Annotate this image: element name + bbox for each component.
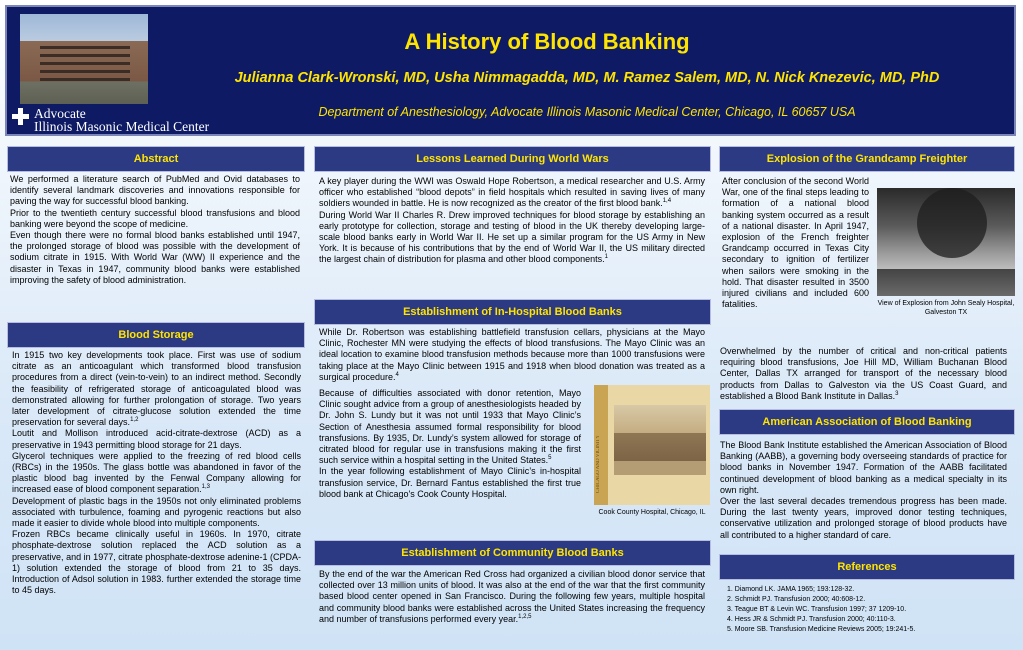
reference-item: 2. Schmidt PJ. Transfusion 2000; 40:608-12. — [727, 596, 866, 603]
blood-storage-paragraph: In 1915 two key developments took place. First was use of sodium citrate as an anticoagulant which transformed blood transfusion procedures from a direct (vein-to-vein) to an indirect method. Secondly the feasibility of refrigerated storage of anticoagulated blood was demonstrated allowing for further prolongation of storage. Two years later development of citrate-glucose solution extended the time preservation for several days.$^{1,2}$ — [12, 350, 301, 428]
logo-line-1: Advocate — [34, 106, 86, 121]
abstract-header: Abstract — [7, 146, 305, 172]
poster-banner — [5, 5, 1016, 136]
blood-storage-paragraph: Loutit and Mollison introduced acid-citrate-dextrose (ACD) as a preservative in 1943 permitting blood storage for 21 days. — [12, 428, 301, 450]
blood-storage-paragraph: Development of plastic bags in the 1950s not only eliminated problems associated with turbulence, foaming and pyrogenic reactions but also made it easier to divide whole blood into multiple components. — [12, 495, 301, 529]
smoke-cloud — [917, 188, 987, 258]
blood-storage-body — [12, 350, 301, 596]
reference-item: 1. Diamond LK. JAMA 1965; 193:128-32. — [727, 586, 855, 593]
aabb-header: American Association of Blood Banking — [719, 409, 1015, 435]
cross-icon — [12, 108, 29, 125]
blood-storage-header: Blood Storage — [7, 322, 305, 348]
aabb-paragraph: Over the last several decades tremendous progress has been made. During the last twenty years, improved donor testing techniques, conservative utilization and prolonged storage of blood products have all contributed to a higher standard of care. — [720, 496, 1007, 540]
reference-item: 3. Teague BT & Levin WC. Transfusion 1997; 37 1209-10. — [727, 606, 907, 613]
explosion-body-2 — [720, 346, 1007, 402]
in-hospital-header: Establishment of In-Hospital Blood Banks — [314, 299, 711, 325]
abstract-paragraph: We performed a literature search of PubMed and Ovid databases to identify several landmark discoveries and innovations responsible for paving the way for successful blood banking. — [10, 174, 300, 207]
lessons-paragraph: During World War II Charles R. Drew improved techniques for blood storage by establishing an early prototype for collection, storage and testing of blood in the UK thereby developing large-scale blood banks early in World War II. He set up a similar program for the US Army in New York. It is because of his contributions that by the end of World War II, the US military directed the largest chain of distribution for plasma and other blood components.$^1$ — [319, 209, 705, 265]
poster-title: A History of Blood Banking — [404, 29, 690, 54]
explosion-header: Explosion of the Grandcamp Freighter — [719, 146, 1015, 172]
lessons-paragraph: A key player during the WWI was Oswald Hope Robertson, a medical researcher and U.S. Army officer who established “blood depots” in field hospitals which resulted in saving lives of many soldiers wounded in battle. He is now recognized as the creator of the first blood bank.$^{1,4}$ — [319, 176, 705, 209]
abstract-paragraph: Prior to the twentieth century successful blood transfusions and blood banking were beyond the scope of medicine. — [10, 207, 300, 229]
explosion-body — [722, 176, 869, 310]
cook-county-photo-caption: Cook County Hospital, Chicago, IL — [598, 509, 706, 516]
in-hospital-paragraph: In the year following establishment of Mayo Clinic’s in-hospital transfusion service, Dr. Bernard Fantus established the first true blood bank at Chicago's Cook County Hospital. — [319, 466, 581, 499]
blood-storage-paragraph: Frozen RBCs became clinically useful in 1960s. In 1970, citrate phosphate-dextrose solution replaced the ACD solution as a preservative, and in 1977, citrate phosphate-dextrose adenine-1 (CPDA-1) solution extended the storage of blood from 21 to 35 days. Introduction of Adsol solution in 1983. further extended the storage time to 45 days. — [12, 529, 301, 596]
community-body — [319, 569, 705, 625]
explosion-paragraph: Overwhelmed by the number of critical and non-critical patients requiring blood transfusions, Joe Hill MD, William Buchanan Blood Center, Dallas TX arranged for transport of the necessary blood products from Dallas to Galveston via the US Coast Guard, and established a Blood Bank Institute in Dallas.$^3$ — [720, 346, 1007, 401]
in-hospital-paragraph: Because of difficulties associated with donor retention, Mayo Clinic sought advice from a group of anesthesiologists headed by Dr. John S. Lundy but it was not until 1933 that Mayo Clinic’s Section of Anesthesia assumed formal responsibility for blood transfusions. By 1935, Dr. Lundy’s system allowed for storage of citrated blood for regular use in transfusions making it the first such service within a hospital setting in the United States.$^5$ — [319, 388, 581, 466]
abstract-body — [10, 174, 300, 286]
hospital-building-photo — [20, 14, 148, 104]
aabb-paragraph: The Blood Bank Institute established the American Association of Blood Banking (AABB), a governing body overseeing standards of practice for blood banks in November 1947. Formation of the AABB facilitated continued development of blood banking as a medical specialty in its own right. — [720, 440, 1007, 495]
in-hospital-intro — [319, 327, 705, 383]
explosion-photo-caption: View of Explosion from John Sealy Hospital, Galveston TX — [877, 300, 1015, 316]
reference-item: 4. Hess JR & Schmidt PJ. Transfusion 2000; 40:110-3. — [727, 616, 896, 623]
lessons-body — [319, 176, 705, 266]
references-list — [727, 585, 1007, 635]
in-hospital-paragraph: While Dr. Robertson was establishing battlefield transfusion cellars, physicians at the Mayo Clinic, Rochester MN were studying the effects of blood transfusions. The Mayo Clinic was an ideal location to examine blood transfusion methods because more than 1000 transfusions were taking place at the Mayo Clinic between 1915 and 1918 when blood donation was treated as a surgical procedure.$^4$ — [319, 327, 705, 382]
community-header: Establishment of Community Blood Banks — [314, 540, 711, 566]
references-header: References — [719, 554, 1015, 580]
cook-county-hospital-photo — [594, 385, 710, 505]
poster-authors: Julianna Clark-Wronski, MD, Usha Nimmagadda, MD, M. Ramez Salem, MD, N. Nick Knezevic, MD, PhD — [234, 70, 940, 86]
lessons-header: Lessons Learned During World Wars — [314, 146, 711, 172]
logo-line-2: Illinois Masonic Medical Center — [34, 119, 210, 134]
abstract-paragraph: Even though there were no formal blood banks established until 1947, the prolonged storage of blood was possible with the development of sodium citrate in 1915. With World War (WW) II experience and the disaster in Texas in 1947, community blood banks were established improving the safety of blood administration. — [10, 230, 300, 285]
photo-side-label: CHICAGO AND VICINITY — [596, 435, 601, 493]
community-paragraph: By the end of the war the American Red Cross had organized a civilian blood donor service that collected over 13 million units of blood. It was also at the end of the war that the first community based blood center opened in San Francisco. During the following few years, multiple hospital and community blood banks were established across the United States increasing the frequency and number of transfusions performed every year.$^{1,2,5}$ — [319, 569, 705, 624]
poster-department: Department of Anesthesiology, Advocate Illinois Masonic Medical Center, Chicago, IL 60657 USA — [318, 105, 856, 119]
aabb-body — [720, 440, 1007, 541]
reference-item: 5. Moore SB. Transfusion Medicine Reviews 2005; 19:241-5. — [727, 626, 916, 633]
blood-storage-paragraph: Glycerol techniques were applied to the freezing of red blood cells (RBCs) in the 1950s. The glass bottle was abandoned in favor of the plastic blood bag invented by the Fenwal Company allowing for increased ease of blood component separation.$^{1,3}$ — [12, 450, 301, 495]
in-hospital-body — [319, 388, 581, 500]
hospital-building-image — [614, 405, 706, 475]
explosion-photo — [877, 188, 1015, 296]
explosion-paragraph: After conclusion of the second World War, one of the final steps leading to formation of a national blood banking system occurred as a result of a national disaster. In April 1947, explosion of the French freighter Grandcamp occurred in Texas City secondary to ignition of fertilizer when sailors were smoking in the hold. That disaster resulted in 3500 injured civilians and included 600 fatalities. — [722, 176, 869, 310]
